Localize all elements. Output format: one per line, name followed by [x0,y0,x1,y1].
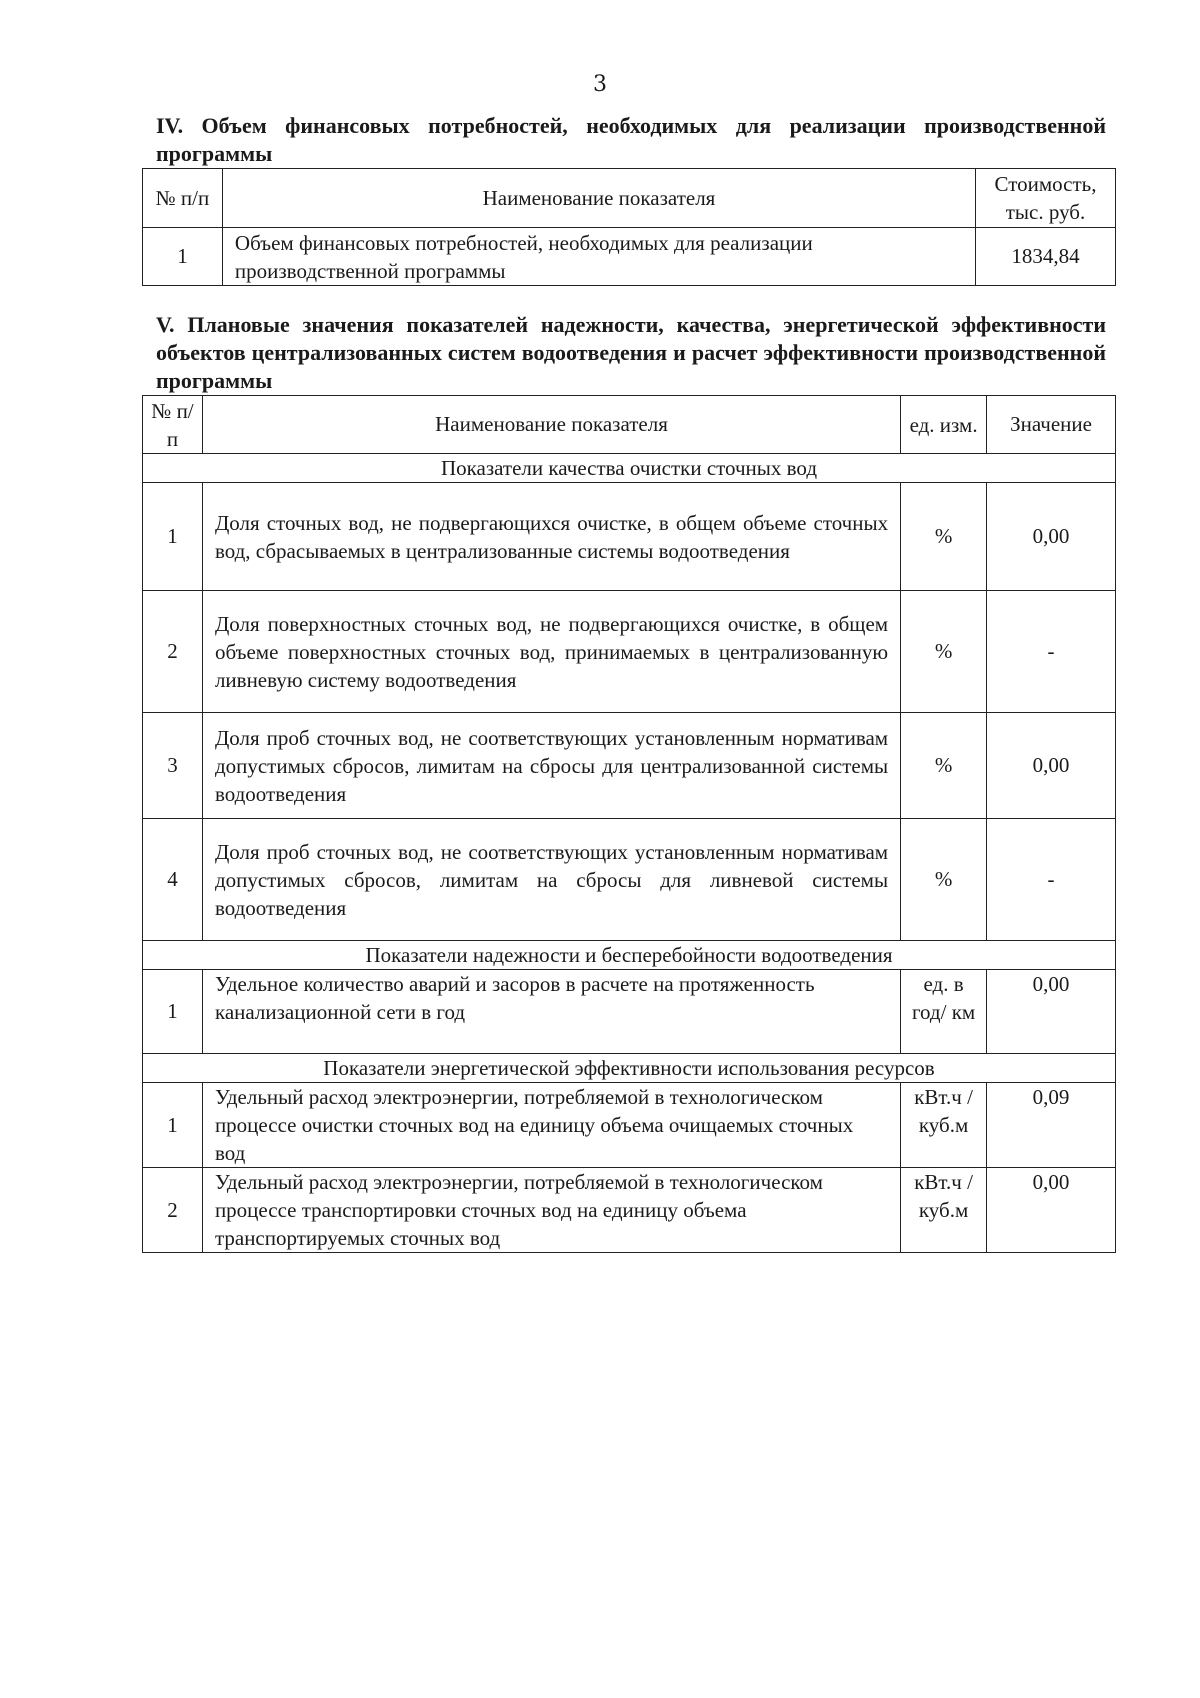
group-row-reliability [143,941,1116,970]
group-row-energy [143,1054,1116,1083]
section-v-heading: V. Плановые значения показателей надежности, качества, энергетической эффективности объектов централизованных систем водоотведения и расчет эффективности производственной программы [156,312,1106,393]
header-unit: ед. изм. [901,396,987,454]
row-num: 2 [143,1168,203,1253]
row-name: Доля проб сточных вод, не соответствующих установленным нормативам допустимых сбросов, лимитам на сбросы для ливневой системы водоотведения [202,819,900,941]
row-num: 4 [143,819,203,941]
table-row [143,970,1116,1054]
table-header-row [143,396,1116,454]
row-num: 2 [143,591,203,713]
financial-needs-table [142,168,1116,286]
table-row [143,713,1116,819]
row-value: 0,00 [987,483,1116,591]
row-value: - [987,591,1116,713]
row-num: 3 [143,713,203,819]
group-title: Показатели надежности и бесперебойности водоотведения [143,941,1116,970]
page-number: 3 [593,72,607,97]
row-value: 1834,84 [976,228,1116,286]
row-unit: кВт.ч / куб.м [901,1083,987,1168]
table-row [143,591,1116,713]
row-name: Удельный расход электроэнергии, потребляемой в технологическом процессе очистки сточных вод на единицу объема очищаемых сточных вод [202,1083,900,1168]
table-header-row [143,169,1116,228]
row-unit: % [901,483,987,591]
row-name: Доля поверхностных сточных вод, не подвергающихся очистке, в общем объеме поверхностных сточных вод, принимаемых в централизованную ливневую систему водоотведения [202,591,900,713]
row-value: 0,09 [987,1083,1116,1168]
row-value: 0,00 [987,713,1116,819]
header-num: № п/п [143,396,203,454]
table-row [143,819,1116,941]
row-unit: % [901,713,987,819]
row-num: 1 [143,970,203,1054]
row-unit: кВт.ч / куб.м [901,1168,987,1253]
header-value: Значение [987,396,1116,454]
row-num: 1 [143,1083,203,1168]
row-name: Доля сточных вод, не подвергающихся очистке, в общем объеме сточных вод, сбрасываемых в централизованные системы водоотведения [202,483,900,591]
header-name: Наименование показателя [202,396,900,454]
row-num: 1 [143,483,203,591]
table-row [143,1168,1116,1253]
row-name: Удельный расход электроэнергии, потребляемой в технологическом процессе транспортировки сточных вод на единицу объема транспортируемых сточных вод [202,1168,900,1253]
performance-indicators-table [142,395,1116,1253]
table-row [143,228,1116,286]
group-title: Показатели энергетической эффективности использования ресурсов [143,1054,1116,1083]
row-value: - [987,819,1116,941]
section-iv-heading: IV. Объем финансовых потребностей, необходимых для реализации производственной программы [156,113,1106,166]
row-name: Объем финансовых потребностей, необходимых для реализации производственной программы [222,228,975,286]
row-unit: ед. в год/ км [901,970,987,1054]
row-num: 1 [143,228,223,286]
table-row [143,1083,1116,1168]
header-cost: Стоимость, тыс. руб. [976,169,1116,228]
row-name: Удельное количество аварий и засоров в расчете на протяженность канализационной сети в год [202,970,900,1054]
group-row-quality [143,454,1116,483]
table-row [143,483,1116,591]
header-num: № п/п [143,169,223,228]
header-name: Наименование показателя [222,169,975,228]
row-unit: % [901,591,987,713]
row-unit: % [901,819,987,941]
row-value: 0,00 [987,970,1116,1054]
group-title: Показатели качества очистки сточных вод [143,454,1116,483]
row-name: Доля проб сточных вод, не соответствующих установленным нормативам допустимых сбросов, лимитам на сбросы для централизованной системы водоотведения [202,713,900,819]
row-value: 0,00 [987,1168,1116,1253]
